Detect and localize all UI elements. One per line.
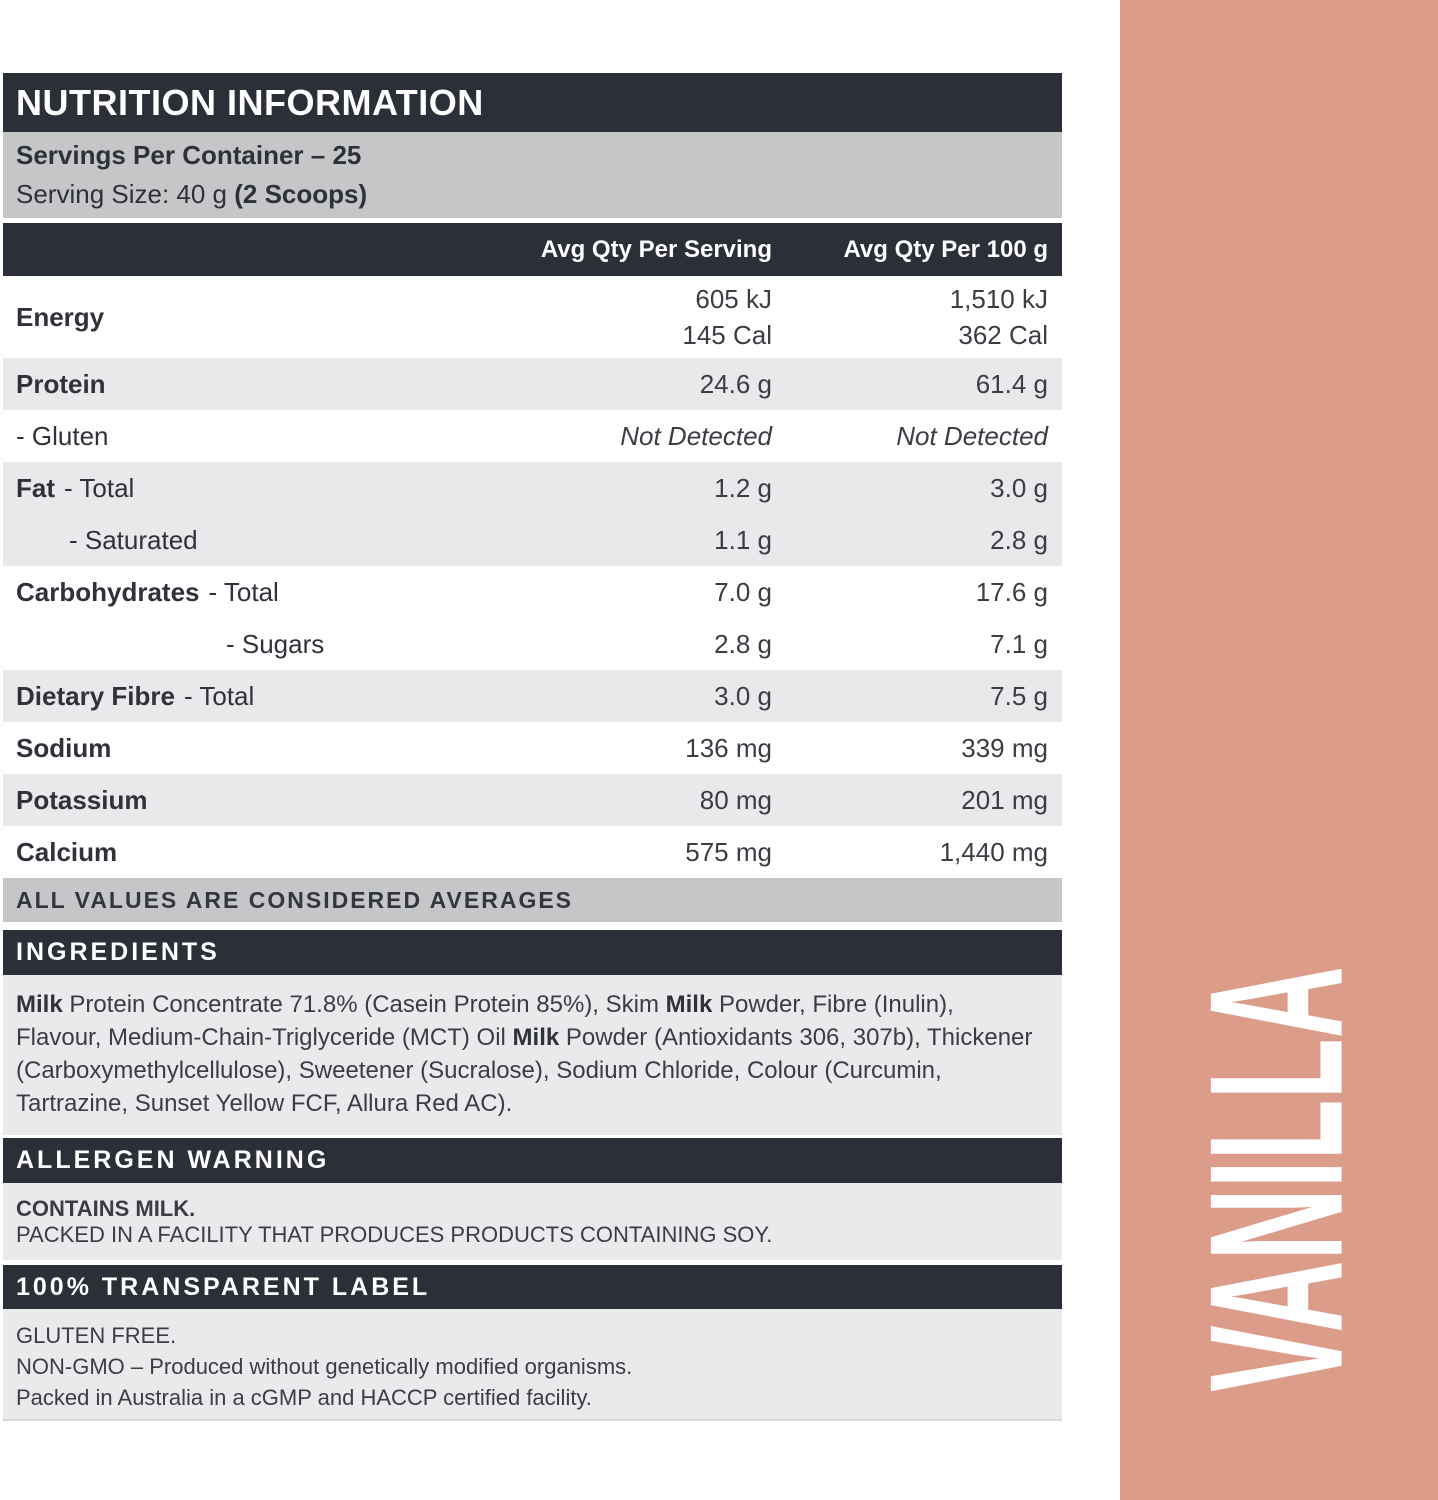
row-label: Carbohydrates - Total xyxy=(16,576,279,607)
col-header-per-serving: Avg Qty Per Serving xyxy=(540,235,772,263)
row-value-per-serving: 605 kJ 145 Cal xyxy=(682,284,772,350)
table-row xyxy=(3,462,1062,514)
table-row xyxy=(3,618,1062,670)
flavor-color-band xyxy=(1120,0,1438,1500)
row-label: Potassium xyxy=(16,784,148,815)
allergen-line: CONTAINS MILK. xyxy=(16,1196,196,1221)
row-value-per-serving: 575 mg xyxy=(685,837,772,867)
row-label: - Saturated xyxy=(69,524,198,555)
transparent-label-text xyxy=(3,1309,1062,1421)
table-column-header-bar xyxy=(3,223,1062,276)
allergen-line: PACKED IN A FACILITY THAT PRODUCES PRODUCTS CONTAINING SOY. xyxy=(16,1222,773,1247)
row-label: Sodium xyxy=(16,732,112,763)
row-value-per-100g: 2.8 g xyxy=(990,525,1048,555)
row-label: Protein xyxy=(16,368,106,399)
row-value-per-serving: 1.1 g xyxy=(714,525,772,555)
col-header-per-100g: Avg Qty Per 100 g xyxy=(843,235,1048,263)
row-value-per-100g: 339 mg xyxy=(961,733,1048,763)
table-row xyxy=(3,358,1062,410)
row-value-per-serving: 2.8 g xyxy=(714,629,772,659)
averages-footnote: ALL VALUES ARE CONSIDERED AVERAGES xyxy=(3,878,1062,922)
serving-info-band xyxy=(3,132,1062,218)
table-row xyxy=(3,276,1062,358)
row-value-per-serving: 136 mg xyxy=(685,733,772,763)
transparent-line: GLUTEN FREE. xyxy=(16,1323,177,1348)
nutrition-info-title: NUTRITION INFORMATION xyxy=(16,81,484,123)
row-value-per-100g: 1,510 kJ 362 Cal xyxy=(949,284,1048,350)
nutrition-label xyxy=(3,73,1062,1421)
row-value-per-serving: 7.0 g xyxy=(714,577,772,607)
nutrition-table xyxy=(3,276,1062,878)
transparent-line: Packed in Australia in a cGMP and HACCP certified facility. xyxy=(16,1385,592,1410)
row-value-per-100g: 7.1 g xyxy=(990,629,1048,659)
row-label: - Sugars xyxy=(226,628,325,659)
row-label: Dietary Fibre - Total xyxy=(16,680,255,711)
ingredients-header-bar xyxy=(3,930,1062,975)
transparent-line: NON-GMO – Produced without genetically modified organisms. xyxy=(16,1354,633,1379)
row-label: Calcium xyxy=(16,836,118,867)
row-value-per-100g: 7.5 g xyxy=(990,681,1048,711)
flavor-name-vertical: VANILLA xyxy=(1169,966,1383,1392)
serving-size-scoops: (2 Scoops) xyxy=(234,179,368,209)
row-value-per-100g: 17.6 g xyxy=(975,577,1048,607)
row-value-per-100g: 201 mg xyxy=(961,785,1048,815)
table-row xyxy=(3,670,1062,722)
table-row xyxy=(3,514,1062,566)
row-value-per-serving: Not Detected xyxy=(620,421,772,451)
table-row xyxy=(3,566,1062,618)
table-row xyxy=(3,722,1062,774)
table-row xyxy=(3,410,1062,462)
row-value-per-100g: 61.4 g xyxy=(975,369,1048,399)
row-value-per-100g: Not Detected xyxy=(896,421,1048,451)
table-row xyxy=(3,826,1062,878)
row-value-per-serving: 3.0 g xyxy=(714,681,772,711)
row-value-per-serving: 1.2 g xyxy=(714,473,772,503)
allergen-header-bar xyxy=(3,1138,1062,1183)
transparent-label-header-bar xyxy=(3,1265,1062,1309)
serving-size: Serving Size: 40 g (2 Scoops) xyxy=(16,179,368,209)
row-value-per-100g: 3.0 g xyxy=(990,473,1048,503)
row-label: Fat - Total xyxy=(16,472,135,503)
row-label: Energy xyxy=(16,301,105,332)
row-value-per-serving: 24.6 g xyxy=(699,369,772,399)
row-label: - Gluten xyxy=(16,420,109,451)
nutrition-info-header-bar xyxy=(3,73,1062,132)
allergen-text xyxy=(3,1183,1062,1260)
table-row xyxy=(3,774,1062,826)
servings-per-container: Servings Per Container – 25 xyxy=(16,140,362,170)
row-value-per-serving: 80 mg xyxy=(699,785,772,815)
row-value-per-100g: 1,440 mg xyxy=(939,837,1048,867)
allergen-heading: ALLERGEN WARNING xyxy=(16,1146,330,1174)
ingredients-heading: INGREDIENTS xyxy=(16,938,220,966)
transparent-label-heading: 100% TRANSPARENT LABEL xyxy=(16,1272,431,1301)
ingredients-text: Milk Protein Concentrate 71.8% (Casein Protein 85%), Skim Milk Powder, Fibre (Inulin), Flavour, Medium-Chain-Triglyceride (MCT) Oil Milk Powder (Antioxidants 306, 307b), Thickener (Carboxymethylcellulose), Sweetener (Sucralose), Sodium Chloride, Colour (Curcumin, Tartrazine, Sunset Yellow FCF, Allura Red AC). xyxy=(3,975,1062,1135)
